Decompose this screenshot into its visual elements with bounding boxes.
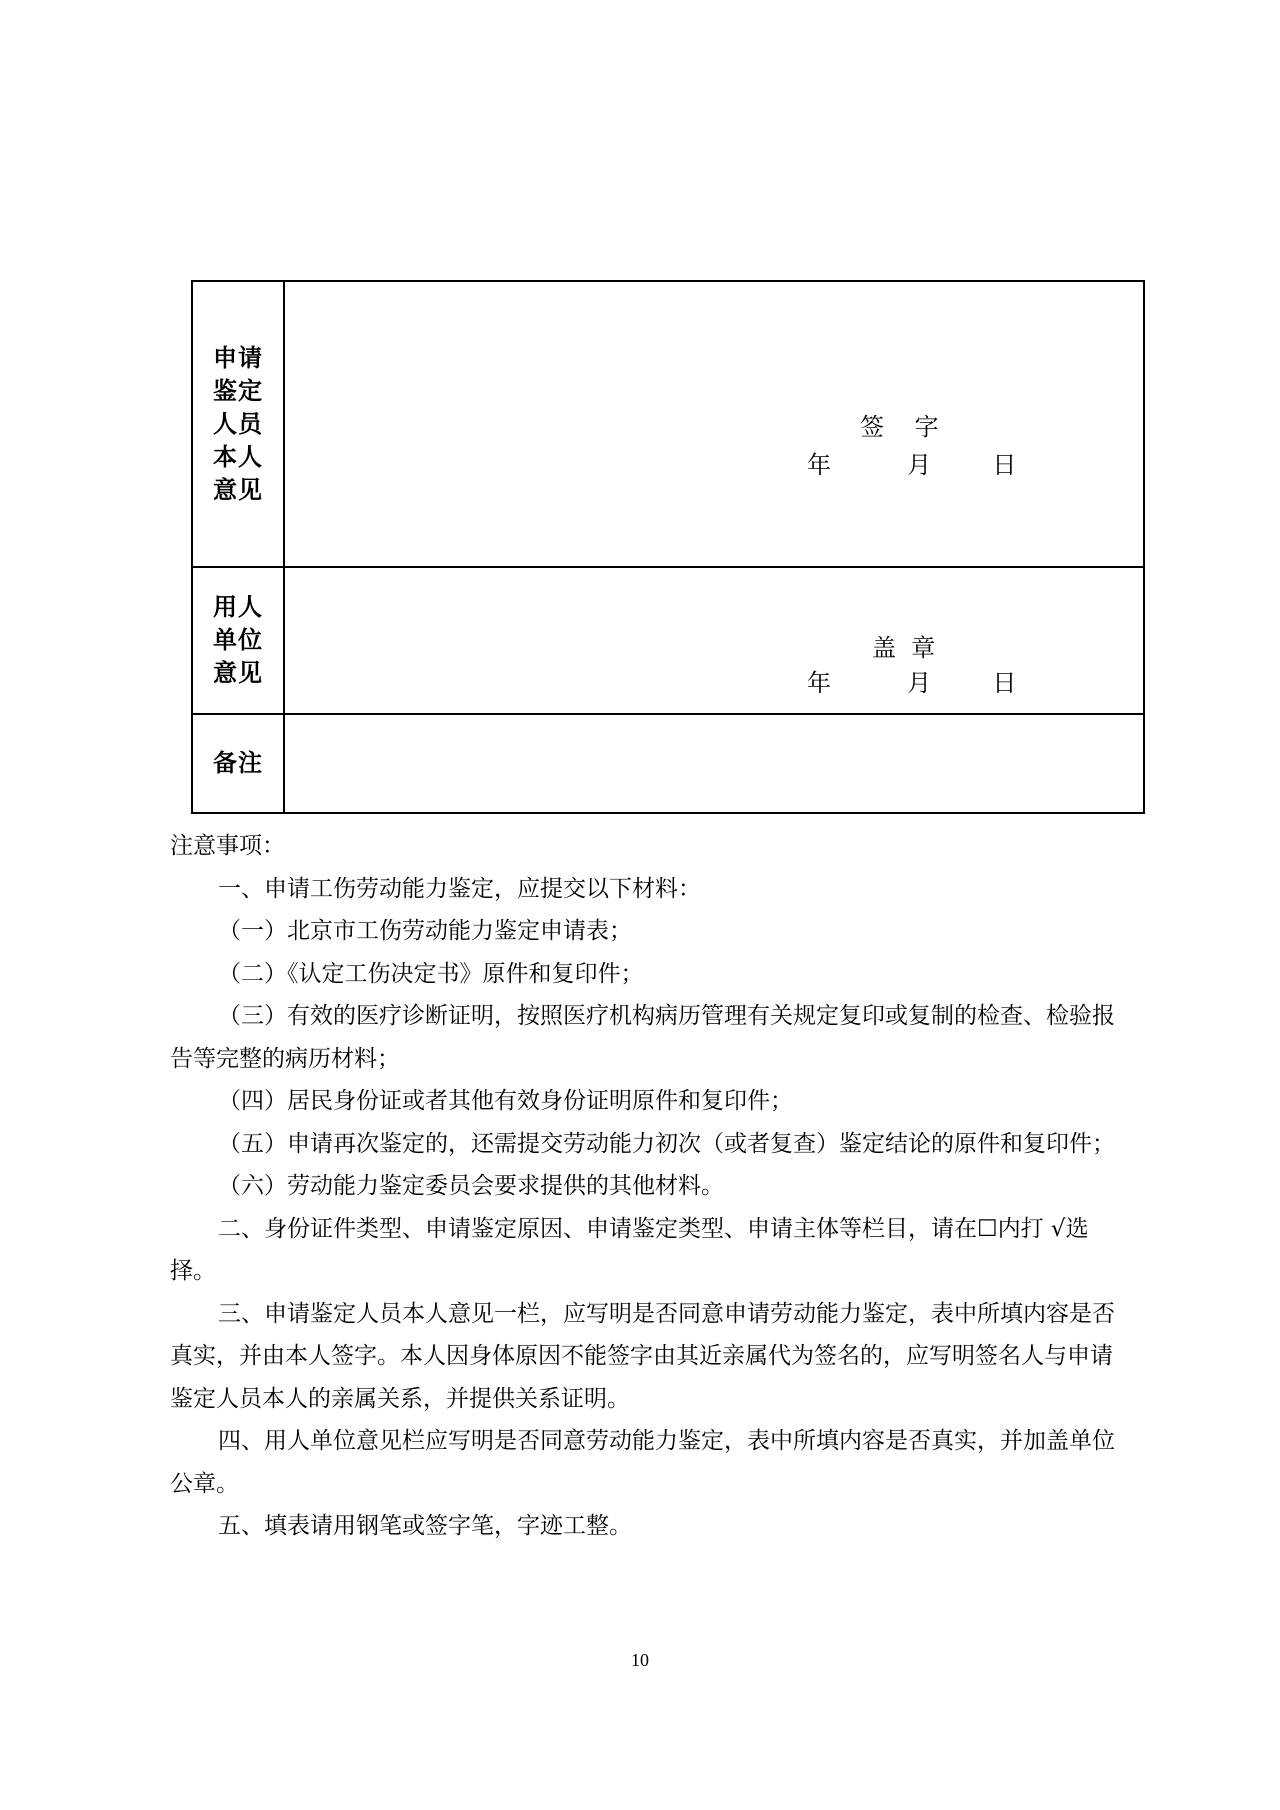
- note-item: （六）劳动能力鉴定委员会要求提供的其他材料。: [218, 1173, 724, 1199]
- opinion-form-table: [191, 280, 1145, 814]
- remarks-row: [193, 715, 1143, 812]
- note-item: 三、申请鉴定人员本人意见一栏，应写明是否同意申请劳动能力鉴定，表中所填内容是否真实，并由本人签字。本人因身体原因不能签字由其近亲属代为签名的，应写明签名人与申请鉴定人员本人的亲属关系，并提供关系证明。: [170, 1300, 1115, 1412]
- note-item: 四、用人单位意见栏应写明是否同意劳动能力鉴定，表中所填内容是否真实，并加盖单位公章。: [170, 1428, 1115, 1497]
- note-item: 一、申请工伤劳动能力鉴定，应提交以下材料：: [218, 875, 701, 902]
- note-item: 二、身份证件类型、申请鉴定原因、申请鉴定类型、申请主体等栏目，请在☐内打 √选择。: [170, 1215, 1089, 1284]
- employer-opinion-label: 用人单位意见: [213, 593, 263, 687]
- applicant-date-label: 年 月 日: [807, 451, 1017, 479]
- notes-section: [170, 825, 1128, 1548]
- remarks-label-cell: [193, 715, 285, 812]
- employer-date-label: 年 月 日: [807, 669, 1017, 697]
- employer-seal-label: 盖 章: [872, 634, 936, 662]
- applicant-opinion-row: [193, 282, 1143, 568]
- page-number: 10: [631, 1650, 649, 1670]
- note-item: （四）居民身份证或者其他有效身份证明原件和复印件；: [218, 1088, 793, 1114]
- applicant-opinion-label-cell: [193, 282, 285, 566]
- applicant-signature-label: 签 字: [860, 413, 939, 441]
- note-item: 五、填表请用钢笔或签字笔，字迹工整。: [218, 1513, 632, 1539]
- note-item: （五）申请再次鉴定的，还需提交劳动能力初次（或者复查）鉴定结论的原件和复印件；: [218, 1130, 1115, 1157]
- applicant-opinion-label: 申请鉴定人员本人意见: [213, 343, 263, 504]
- note-item: （一）北京市工伤劳动能力鉴定申请表；: [218, 918, 632, 944]
- note-item: （二）《认定工伤决定书》原件和复印件；: [218, 960, 644, 987]
- employer-opinion-label-cell: [193, 568, 285, 713]
- remarks-label: 备注: [213, 749, 263, 777]
- note-item: （三）有效的医疗诊断证明，按照医疗机构病历管理有关规定复印或复制的检查、检验报告等完整的病历材料；: [170, 1003, 1115, 1072]
- notes-heading: 注意事项：: [170, 833, 285, 859]
